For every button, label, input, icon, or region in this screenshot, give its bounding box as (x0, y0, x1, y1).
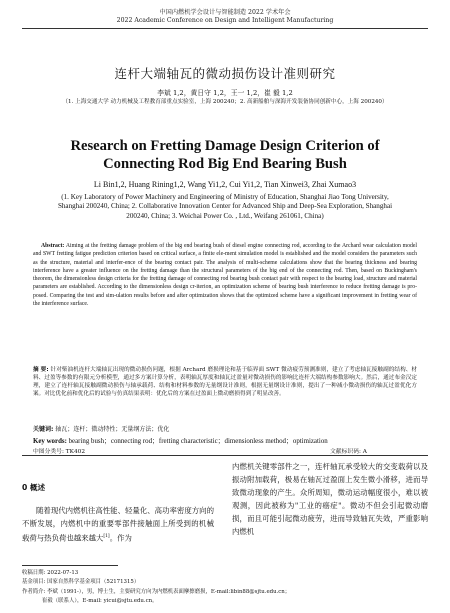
abstract-en-label: Abstract: (41, 243, 65, 249)
section-divider (22, 455, 428, 456)
authors-en: Li Bin1,2, Huang Rining1,2, Wang Yi1,2, Cui Yi1,2, Tian Xinwei3, Zhai Xumao3 (93, 180, 357, 189)
intro-paragraph (22, 504, 214, 544)
authors-cn: 李斌 1,2，黄日守 1,2，王一 1,2，崔 毅 1,2 (157, 89, 293, 97)
footnote-author: 作者简介: 李斌（1991-），男，博士生，主要研究方向为内燃机表面摩擦磨损，E-mail:libin88@sjtu.edu.cn； (22, 588, 291, 595)
abstract-cn (33, 367, 417, 399)
intro-tail: 。作为 (109, 533, 132, 543)
left-column (22, 482, 214, 544)
header-line-en: 2022 Academic Conference on Design and Intelligent Manufacturing (116, 17, 334, 24)
abstract-cn-text: 针对柴油机连杆大端轴瓦出现的微动损伤问题，根据 Archard 磨损理论和基于临界面 SWT 微动疲劳预测准则，建立了考虑轴瓦接触副的结构、材料、过盈等参数的有限元分析模型，通过多方案计算分析，表明轴瓦厚度和轴瓦过盈量对微动损伤的影响比连杆大端结构参数影响大。然后，通过布金汉定理，建立了连杆轴瓦接触副微动损伤与轴承载荷、结构和材料参数的无量纲设计准则，根据无量纲设计准则，提出了一种减小微动损伤的轴瓦过盈优化方案。对比优化前和优化后的试验与仿真结果表明：优化后的方案在过盈面上微动磨损得到了明显改善。 (33, 367, 418, 397)
header-divider (22, 28, 428, 29)
intro-text: 随着现代内燃机往高性能、轻量化、高功率密度方向的不断发展，内燃机中的重要零部件接触面上所受到的机械载荷与热负荷也越来越大 (22, 506, 214, 543)
document-code: 文献标识码: A (330, 449, 367, 455)
footnote-corresponding: 崔毅（联系人），E-mail: yicui@sjtu.edu.cn。 (42, 597, 158, 604)
clc-number: 中图分类号: TK402 (33, 449, 86, 455)
footnote-fund: 基金项目: 国家自然科学基金项目（52171315） (22, 579, 140, 586)
title-cn: 连杆大端轴瓦的微动损伤设计准则研究 (114, 66, 336, 81)
footnote (22, 569, 442, 606)
section-heading: 0 概述 (22, 483, 46, 492)
affiliations-en: (1. Key Laboratory of Power Machinery and Engineering of Ministry of Education, Shanghai Jiao Tong University, Shanghai 200240, China; 2. Collaborative Innovation Center for Advanced Ship and Deep-Sea Exploration, Shanghai 200240, China; 3. Weichai Power Co. , Ltd., Weifang 261061, China) (57, 193, 393, 220)
running-header (0, 0, 450, 25)
right-column: 内燃机关键零部件之一，连杆轴瓦承受较大的交变载荷以及振动附加载荷，极易在轴瓦过盈面上发生微小滑移，进而导致微动现象的产生。众所周知，微动运动幅度很小，难以被观测，因此被称为"工业的癌症"。微动不但会引起微动磨损，而且可能引起微动疲劳，进而导致轴瓦失效，严重影响内燃机 (232, 462, 428, 536)
title-en-line1: Research on Fretting Damage Design Criterion of (70, 138, 380, 154)
keywords-cn-text: 轴瓦；连杆；微动特性；无量纲方法；优化 (55, 426, 170, 433)
keywords-en (33, 435, 417, 445)
footnote-received: 收稿日期: 2022-07-13 (22, 570, 79, 576)
footnote-divider (22, 565, 118, 566)
header-line-cn: 中国内燃机学会设计与智能制造 2022 学术年会 (159, 9, 291, 16)
citation: [1] (103, 534, 110, 539)
abstract-cn-label: 摘 要: (33, 367, 49, 373)
keywords-cn-label: 关键词: (33, 426, 54, 433)
abstract-en-text: Aiming at the fretting damage problem of the big end bearing bush of diesel engine connecting rod, according to the Archard wear calculation model and SWT fretting fatigue prediction criterion based on critical surface, a finite ele-ment simulation model is established and the model considers the parameters such as the structure, material and interfer-ence of the bearing contact pair. The analysis of multi-scheme calculations show that the bearing thickness and bearing interference have a greater influence on the fretting damage than the structural parameters of the big end of the connecting rod. Then, based on Buckingham's theorem, the dimensionless design criteria for the fretting damage of connecting rod bearing bush contact pair with respect to the bearing load, structure and material parameters are established. According to the dimensionless design cr-iterion, an optimization scheme of bearing bush interference to reduce fretting damage is pro-posed. Comparing the test and sim-ulation results before and after optimization shows that the optimized scheme have a significant improvement in fretting wear of the interference surface. (33, 243, 417, 308)
title-en-line2: Connecting Rod Big End Bearing Bush (103, 156, 347, 172)
keywords-en-text: bearing bush；connecting rod；fretting characteristic；dimensionless method；optimization (68, 438, 328, 445)
keywords-en-label: Key words: (33, 438, 67, 445)
keywords-cn (33, 424, 417, 433)
affiliations-cn: （1. 上海交通大学 动力机械及工程教育部重点实验室，上海 200240；2. 高新船舶与深海开发装备协同创新中心，上海 200240） (62, 99, 388, 105)
abstract-en (33, 242, 417, 308)
title-en (0, 137, 450, 173)
